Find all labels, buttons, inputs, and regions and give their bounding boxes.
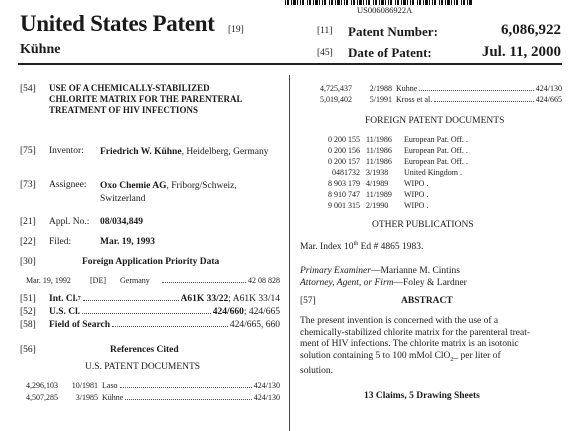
foreign-ref-row [318,179,518,188]
ref-number: 5,019,402 [320,95,352,104]
priority-country: Germany [120,276,150,285]
appl-label: Appl. No.: [49,217,90,227]
intcl-secondary: ; A61K 33/14 [228,294,280,304]
attorney-name: —Foley & Lardner [393,278,467,288]
foreign-ref-date: 4/1989 [366,179,389,188]
country-code: [19] [228,25,244,35]
foreign-ref-date: 3/1938 [366,168,389,177]
us-ref-row [26,381,280,390]
barcode-bar [353,0,355,5]
foreign-ref-office: United Kingdom . [404,168,462,177]
foreign-ref-date: 11/1986 [366,146,392,155]
ref-class: 424/130 [253,381,280,390]
refs-code: [56] [20,345,36,355]
filed-code: [22] [20,237,36,247]
us-docs-heading: U.S. PATENT DOCUMENTS [85,362,201,372]
appl-number: 08/034,849 [100,217,144,227]
foreign-ref-office: European Pat. Off. . [404,146,468,155]
patent-number-code: [11] [317,26,333,36]
barcode-bar [322,0,323,5]
assignee-location: , Friborg/Schweiz, Switzerland [100,181,237,204]
abstract-sub: 2 [450,356,454,363]
foreign-ref-office: WIPO . [404,190,429,199]
abstract-line: solution. [300,365,333,376]
barcode-bar [335,0,336,5]
assignee-name: Oxo Chemie AG [100,181,167,191]
primary-examiner-label: Primary Examiner [300,266,371,276]
ref-class: 424/130 [535,84,562,93]
intcl-label [49,294,81,307]
foreign-ref-date: 11/1986 [366,157,392,166]
barcode-bar [300,0,301,5]
abstract-line-text: solution containing 5 to 100 mMol ClO [300,350,451,361]
abstract-line: The present invention is concerned with the use of a [300,316,499,326]
dot-leader [82,307,211,314]
barcode-bar [313,0,314,5]
patent-number: 6,086,922 [501,22,561,38]
country-title: United States Patent [20,11,215,36]
barcode-bar [341,0,342,5]
barcode-bar [302,0,304,5]
barcode-bar [293,0,296,5]
abstract-code: [57] [300,296,316,306]
barcode-bar [439,0,440,5]
abstract-heading: ABSTRACT [401,296,453,306]
uscl-code: [52] [20,307,36,317]
ref-name: Laso [102,381,118,390]
patent-number-label: Patent Number: [348,24,438,39]
patent-title: USE OF A CHEMICALLY-STABILIZED CHLORITE MATRIX FOR THE PARENTERAL TREATMENT OF HIV INFECTIONS [49,83,243,115]
barcode-bar [287,0,289,5]
search-value: 424/665, 660 [229,320,280,330]
ref-date: 3/1985 [75,393,98,402]
primary-examiner-name: —Marianne M. Cintins [370,266,460,276]
filed-label: Filed: [49,237,72,247]
barcode-bar [419,0,421,5]
us-ref-row [320,95,562,104]
abstract-line: chemically-stabilized chlorite matrix for the parenteral treat- [300,327,530,338]
foreign-ref-number: 9 001 315 [328,201,360,210]
foreign-ref-date: 11/1986 [366,135,392,144]
foreign-ref-number: 0 200 155 [328,135,360,144]
barcode-bar [463,0,465,5]
inventor-short-name: Kühne [20,42,61,57]
other-pub-sup: th [353,241,359,247]
priority-date: Mar. 19, 1992 [26,276,71,285]
foreign-priority-heading: Foreign Application Priority Data [82,257,220,267]
barcode-bar [456,0,458,5]
foreign-ref-number: 0 200 157 [328,157,360,166]
attorney [300,278,467,288]
priority-country-code: [DE] [90,276,106,285]
date-code: [45] [317,48,333,58]
assignee-label: Assignee: [49,180,87,190]
barcode-bar [337,0,340,5]
date-label: Date of Patent: [348,45,432,60]
inventor-location: , Heidelberg, Germany [181,147,269,157]
barcode-bar [285,0,286,5]
dot-leader [125,393,251,400]
dot-leader [419,84,533,91]
ref-name: Kross et al. [396,95,433,104]
barcode-bar [434,0,436,5]
foreign-ref-office: European Pat. Off. . [404,135,468,144]
filed-date: Mar. 19, 1993 [100,237,156,247]
barcode-bar [432,0,433,5]
ref-date: 5/1991 [369,95,392,104]
column-divider [289,75,290,431]
barcode-bar [412,0,414,5]
primary-examiner [300,266,460,276]
barcode-bar [447,0,450,5]
date-of-patent: Jul. 11, 2000 [481,44,561,60]
intcl-label-text: Int. Cl. [49,294,78,304]
foreign-ref-date: 2/1990 [366,201,389,210]
inventor-block [100,146,280,159]
barcode-bar [351,0,352,5]
barcode-number: US006086922A [357,5,413,15]
barcode-bar [451,0,452,5]
barcode-bar [297,0,298,5]
ref-number: 4,507,285 [26,393,58,402]
assignee-code: [73] [20,180,36,190]
abstract-line-tail: _ per liter of [453,350,501,361]
ref-class: 424/130 [253,393,280,402]
barcode-bar [441,0,443,5]
intcl-row [49,294,280,307]
ref-name: Kuhne [396,84,418,93]
dot-leader [83,294,179,301]
other-pub-tail: Ed # 4865 1983. [358,242,424,253]
barcode-bar [461,0,462,5]
intcl-values [181,294,281,307]
foreign-ref-date: 11/1989 [366,190,392,199]
uscl-secondary: ; 424/665 [243,307,280,317]
foreign-ref-row [318,201,518,210]
foreign-ref-office: WIPO . [404,179,429,188]
priority-number: 42 08 828 [248,276,280,285]
refs-heading: References Cited [110,345,179,355]
barcode-bar [307,0,308,5]
barcode-bar [315,0,318,5]
search-row [49,320,280,330]
ref-class: 424/665 [535,95,562,104]
abstract-line [300,351,530,366]
ref-number: 4,725,437 [320,84,352,93]
ref-date: 2/1988 [369,84,392,93]
ref-name: Kühne [102,393,124,402]
barcode-bar [324,0,326,5]
inventor-name: Friedrich W. Kühne [100,147,182,157]
foreign-ref-row [318,146,518,155]
barcode-bar [445,0,446,5]
dot-leader [162,276,246,283]
barcode-bar [331,0,333,5]
attorney-label: Attorney, Agent, or Firm [300,278,394,288]
assignee-block [100,180,280,205]
abstract-line: ment of HIV infections. The chlorite matrix is an isotonic [300,339,519,349]
barcode-bar [329,0,330,5]
barcode-bar [454,0,455,5]
barcode-bar [429,0,430,5]
other-pubs-heading: OTHER PUBLICATIONS [372,220,474,230]
title-code: [54] [20,84,36,94]
uscl-label: U.S. Cl. [49,307,81,317]
foreign-ref-number: 8 910 747 [328,190,360,199]
foreign-ref-row [318,168,518,177]
other-pub-text: Mar. Index 10 [300,242,354,253]
uscl-row [49,307,280,320]
barcode-bar [346,0,348,5]
barcode-bar [417,0,418,5]
claims-line: 13 Claims, 5 Drawing Sheets [364,391,480,401]
foreign-priority-row [26,276,280,285]
us-ref-row [320,84,562,93]
us-ref-row [26,393,280,402]
ref-date: 10/1981 [71,381,98,390]
intcl-primary: A61K 33/22 [180,294,229,304]
barcode-bar [344,0,345,5]
foreign-ref-office: European Pat. Off. . [404,157,468,166]
ref-number: 4,296,103 [26,381,58,390]
intcl-sup: 7 [77,295,81,302]
foreign-ref-row [318,190,518,199]
search-code: [58] [20,320,36,330]
foreign-docs-heading: FOREIGN PATENT DOCUMENTS [365,116,505,126]
barcode-bar [319,0,320,5]
inventor-label: Inventor: [49,146,84,156]
foreign-ref-office: WIPO . [404,201,429,210]
header-rule [18,63,562,65]
foreign-ref-row [318,135,518,144]
other-publication [300,241,423,252]
barcode-bar [469,0,472,5]
intcl-code: [51] [20,294,36,304]
dot-leader [120,381,252,388]
abstract-text [300,316,530,377]
uscl-values [213,307,280,320]
barcode-bar [467,0,468,5]
dot-leader [112,320,228,327]
search-label: Field of Search [49,320,111,330]
foreign-priority-code: [30] [20,257,36,267]
foreign-ref-number: 0481732 [332,168,360,177]
appl-code: [21] [20,217,36,227]
uscl-primary: 424/660 [212,307,244,317]
dot-leader [434,95,534,102]
foreign-ref-number: 8 903 179 [328,179,360,188]
foreign-ref-number: 0 200 156 [328,146,360,155]
inventor-code: [75] [20,146,36,156]
barcode-bar [425,0,428,5]
barcode-bar [423,0,424,5]
barcode-bar [291,0,292,5]
foreign-ref-row [318,157,518,166]
barcode-bar [309,0,311,5]
